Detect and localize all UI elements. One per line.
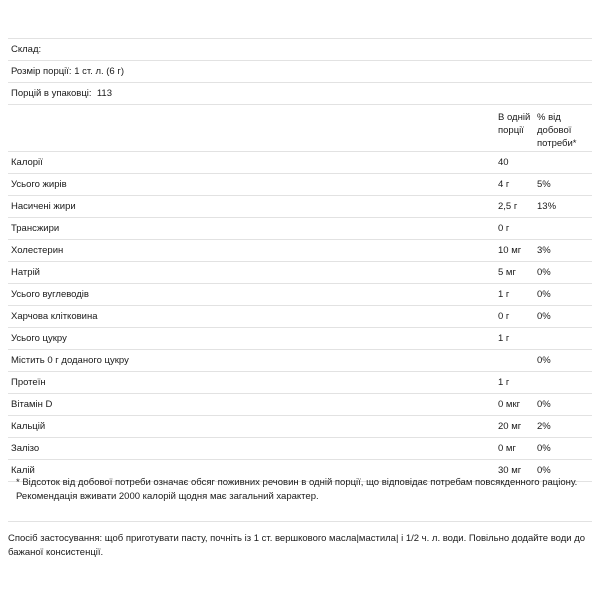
nutrient-amount: 1 г [498, 333, 510, 344]
nutrient-amount: 0 мг [498, 443, 516, 454]
servings-value: 113 [96, 88, 112, 99]
nutrient-name: Харчова клітковина [11, 311, 98, 322]
nutrient-amount: 0 г [498, 311, 510, 322]
nutrient-row [8, 394, 592, 416]
daily-value-header: % від добової потреби* [537, 112, 577, 149]
nutrient-row [8, 284, 592, 306]
nutrient-daily-value: 2% [537, 421, 551, 432]
nutrient-daily-value: 5% [537, 179, 551, 190]
composition-label: Склад: [11, 44, 42, 55]
nutrient-daily-value: 13% [537, 201, 557, 212]
nutrient-row [8, 438, 592, 460]
nutrient-name: Усього цукру [11, 333, 67, 344]
nutrient-name: Калій [11, 465, 35, 476]
nutrient-daily-value: 0% [537, 267, 551, 278]
nutrient-name: Калорії [11, 157, 43, 168]
nutrient-row [8, 328, 592, 350]
nutrient-row [8, 306, 592, 328]
nutrient-daily-value: 0% [537, 355, 551, 366]
nutrition-facts-table [8, 38, 592, 482]
nutrient-amount: 0 мкг [498, 399, 521, 410]
nutrient-amount: 4 г [498, 179, 510, 190]
nutrient-row [8, 174, 592, 196]
daily-value-footnote: * Відсоток від добової потреби означає обсяг поживних речовин в одній порції, що відповідає потребам повсякденного раціону. Рекомендація вживати 2000 калорій щодня має загальний характер. [8, 466, 592, 522]
servings-per-container [11, 83, 112, 104]
nutrient-name: Вітамін D [11, 399, 53, 410]
nutrient-amount: 10 мг [498, 245, 522, 256]
nutrient-row [8, 196, 592, 218]
nutrient-name: Усього жирів [11, 179, 67, 190]
nutrient-amount: 40 [498, 157, 509, 168]
nutrient-daily-value: 0% [537, 289, 551, 300]
serving-size: Розмір порції: 1 ст. л. (6 г) [11, 66, 124, 77]
nutrient-amount: 5 мг [498, 267, 516, 278]
nutrient-row [8, 218, 592, 240]
nutrient-amount: 1 г [498, 289, 510, 300]
nutrient-row [8, 350, 592, 372]
per-serving-header: В одній порції [498, 112, 531, 136]
nutrient-daily-value: 3% [537, 245, 551, 256]
nutrient-row [8, 240, 592, 262]
nutrient-amount: 0 г [498, 223, 510, 234]
nutrient-name: Залізо [11, 443, 40, 454]
nutrient-row [8, 372, 592, 394]
nutrient-row [8, 262, 592, 284]
nutrient-name: Трансжири [11, 223, 60, 234]
nutrient-rows [8, 152, 592, 482]
nutrient-name: Містить 0 г доданого цукру [11, 355, 129, 366]
nutrient-daily-value: 0% [537, 399, 551, 410]
nutrient-amount: 30 мг [498, 465, 522, 476]
nutrient-name: Кальцій [11, 421, 46, 432]
nutrient-amount: 20 мг [498, 421, 522, 432]
serving-size-row [8, 61, 592, 83]
servings-row [8, 83, 592, 105]
column-header-row [8, 105, 592, 152]
nutrient-row [8, 152, 592, 174]
nutrient-daily-value: 0% [537, 465, 551, 476]
nutrient-name: Холестерин [11, 245, 64, 256]
nutrient-row [8, 416, 592, 438]
nutrient-amount: 2,5 г [498, 201, 518, 212]
nutrient-daily-value: 0% [537, 443, 551, 454]
nutrient-name: Усього вуглеводів [11, 289, 89, 300]
nutrient-name: Натрій [11, 267, 40, 278]
nutrient-daily-value: 0% [537, 311, 551, 322]
nutrient-name: Протеїн [11, 377, 46, 388]
usage-instructions: Спосіб застосування: щоб приготувати пасту, почніть із 1 ст. вершкового масла|мастила| і 1/2 ч. л. води. Повільно додайте води до бажаної консистенції. [8, 533, 586, 558]
servings-label: Порцій в упаковці: [11, 88, 92, 99]
nutrient-amount: 1 г [498, 377, 510, 388]
composition-row [8, 39, 592, 61]
nutrient-name: Насичені жири [11, 201, 76, 212]
